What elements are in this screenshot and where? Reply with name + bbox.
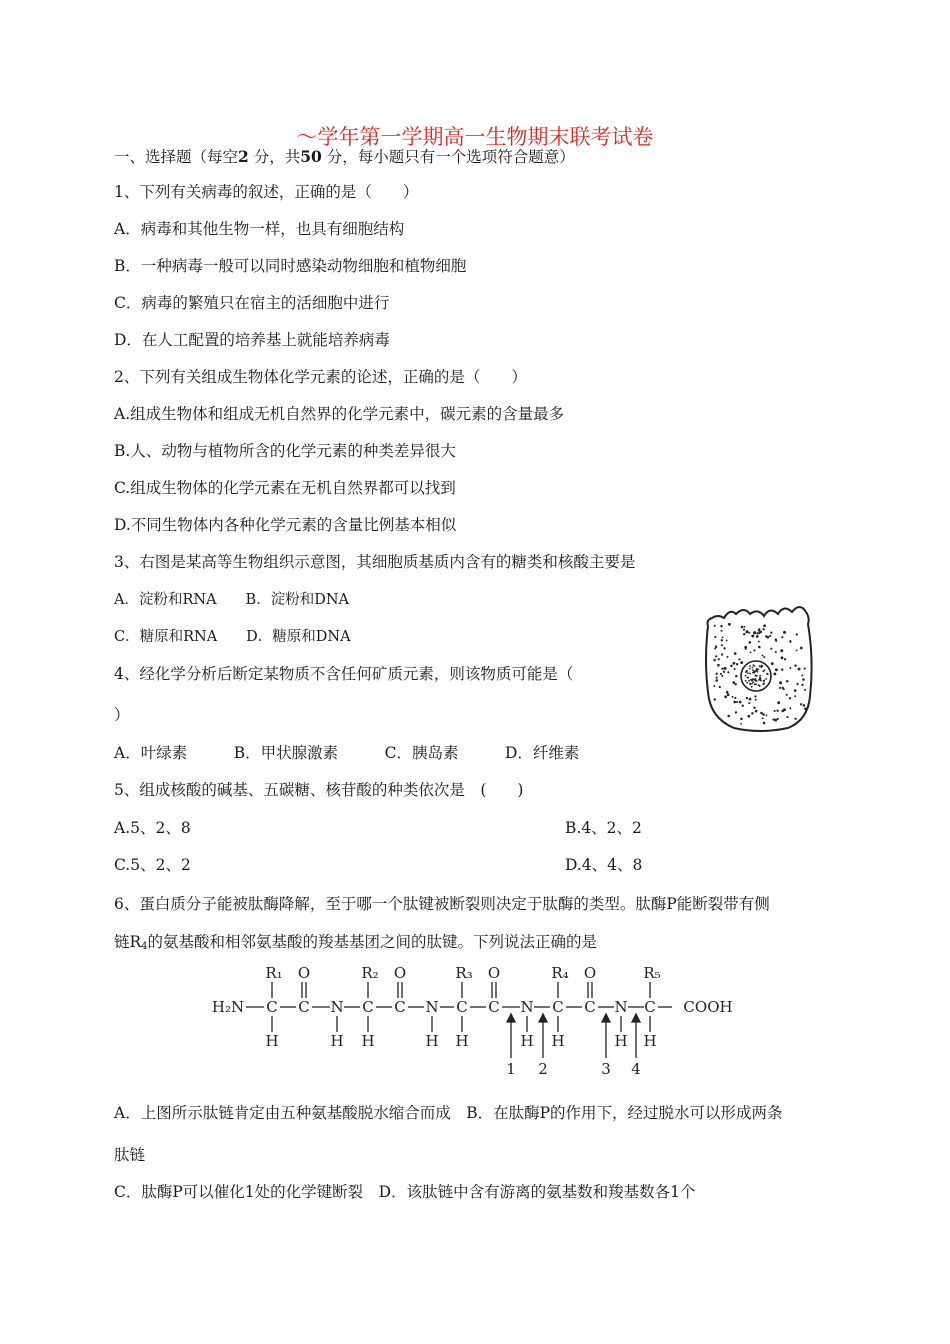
nitrogen-atom: N bbox=[614, 998, 628, 1016]
cytoplasm-dot bbox=[723, 671, 725, 673]
chromatin-dot bbox=[745, 680, 747, 682]
chromatin-dot bbox=[752, 667, 754, 669]
hydrogen-atom: H bbox=[614, 1032, 628, 1050]
cytoplasm-dot bbox=[750, 652, 752, 654]
cytoplasm-dot bbox=[779, 681, 782, 684]
chromatin-dot bbox=[759, 675, 761, 677]
cytoplasm-dot bbox=[794, 664, 796, 666]
cytoplasm-dot bbox=[758, 629, 760, 631]
chromatin-dot bbox=[759, 665, 761, 667]
chromatin-dot bbox=[762, 683, 764, 685]
cytoplasm-dot bbox=[745, 631, 747, 633]
cytoplasm-dot bbox=[758, 641, 760, 643]
r-subscript: 4 bbox=[141, 941, 148, 952]
chromatin-dot bbox=[765, 678, 767, 680]
cytoplasm-dot bbox=[789, 707, 791, 709]
cytoplasm-dot bbox=[742, 705, 744, 707]
carbon-atom: C bbox=[552, 998, 564, 1016]
oxygen-atom: O bbox=[487, 964, 501, 982]
cytoplasm-dot bbox=[727, 656, 729, 658]
question-6-options-ab: A．上图所示肽链肯定由五种氨基酸脱水缩合而成 B．在肽酶P的作用下，经过脱水可以形成两条 bbox=[114, 1104, 783, 1122]
hydrogen-atom: H bbox=[330, 1032, 344, 1050]
cytoplasm-dot bbox=[749, 698, 752, 701]
cytoplasm-dot bbox=[721, 668, 723, 670]
cytoplasm-dot bbox=[734, 697, 736, 699]
chromatin-dot bbox=[751, 686, 753, 688]
cytoplasm-dot bbox=[745, 648, 747, 650]
cytoplasm-dot bbox=[789, 667, 791, 669]
hydrogen-atom: H bbox=[361, 1032, 375, 1050]
section-heading-part: 一、选择题（每空 bbox=[114, 148, 239, 166]
cytoplasm-dot bbox=[803, 704, 806, 707]
cytoplasm-dot bbox=[735, 711, 737, 713]
question-2-stem: 2、下列有关组成生物体化学元素的论述，正确的是（ ） bbox=[114, 368, 527, 386]
section-heading-part: 分，每小题只有一个选项符合题意） bbox=[321, 148, 575, 166]
cytoplasm-dot bbox=[779, 687, 781, 689]
cytoplasm-dot bbox=[800, 647, 803, 650]
chromatin-dot bbox=[759, 679, 761, 681]
cytoplasm-dot bbox=[756, 632, 758, 634]
cytoplasm-dot bbox=[719, 686, 721, 688]
cytoplasm-dot bbox=[753, 707, 755, 709]
cytoplasm-dot bbox=[714, 625, 716, 627]
cytoplasm-dot bbox=[726, 640, 728, 642]
question-6-stem-line-1: 6、蛋白质分子能被肽酶降解，至于哪一个肽键被断裂则决定于肽酶的类型。肽酶P能断裂带有侧 bbox=[114, 895, 770, 913]
question-6-options-cd: C．肽酶P可以催化1处的化学键断裂 D．该肽链中含有游离的氨基数和羧基数各1个 bbox=[114, 1183, 696, 1201]
cytoplasm-dot bbox=[762, 655, 764, 657]
cytoplasm-dot bbox=[739, 701, 742, 704]
cytoplasm-dot bbox=[743, 629, 745, 631]
chromatin-dot bbox=[752, 681, 754, 683]
cytoplasm-dot bbox=[796, 683, 798, 685]
cytoplasm-dot bbox=[751, 635, 754, 638]
cytoplasm-dot bbox=[755, 710, 757, 712]
chromatin-dot bbox=[754, 679, 756, 681]
hydrogen-atom: H bbox=[265, 1032, 279, 1050]
r3-label: R₃ bbox=[455, 964, 473, 982]
cytoplasm-dot bbox=[724, 695, 727, 698]
hydrogen-atom: H bbox=[455, 1032, 469, 1050]
cytoplasm-dot bbox=[722, 636, 724, 638]
cytoplasm-dot bbox=[736, 663, 738, 665]
chromatin-dot bbox=[746, 670, 748, 672]
chromatin-dot bbox=[758, 684, 760, 686]
cytoplasm-dot bbox=[775, 651, 777, 653]
r5-label: R₅ bbox=[643, 964, 661, 982]
cytoplasm-dot bbox=[796, 649, 798, 651]
exam-title: ～学年第一学期高一生物期末联考试卷 bbox=[296, 125, 654, 149]
cytoplasm-dot bbox=[769, 635, 771, 637]
cytoplasm-dot bbox=[804, 668, 806, 670]
bond-number-3: 3 bbox=[601, 1060, 611, 1078]
cytoplasm-dot bbox=[794, 689, 797, 692]
question-1-option-c: C．病毒的繁殖只在宿主的活细胞中进行 bbox=[114, 294, 390, 312]
cytoplasm-dot bbox=[763, 624, 766, 627]
cytoplasm-dot bbox=[753, 649, 755, 651]
cytoplasm-dot bbox=[774, 710, 776, 712]
chromatin-dot bbox=[756, 668, 758, 670]
cytoplasm-dot bbox=[723, 647, 725, 649]
question-3-stem: 3、右图是某高等生物组织示意图，其细胞质基质内含有的糖类和核酸主要是 bbox=[114, 553, 636, 571]
question-1-option-b: B．一种病毒一般可以同时感染动物细胞和植物细胞 bbox=[114, 257, 467, 275]
question-5-option-d: D.4、4、8 bbox=[565, 856, 643, 874]
question-6-options-ab-continued: 肽链 bbox=[114, 1146, 146, 1164]
cytoplasm-dot bbox=[726, 691, 729, 694]
cytoplasm-dot bbox=[801, 684, 803, 686]
cytoplasm-dot bbox=[743, 626, 745, 628]
carbon-atom: C bbox=[362, 998, 374, 1016]
r2-label: R₂ bbox=[361, 964, 379, 982]
question-5-option-b: B.4、2、2 bbox=[565, 819, 642, 837]
bond-number-4: 4 bbox=[631, 1060, 641, 1078]
oxygen-atom: O bbox=[583, 964, 597, 982]
r4-label: R₄ bbox=[551, 964, 569, 982]
cytoplasm-dot bbox=[748, 632, 750, 634]
cytoplasm-dot bbox=[746, 697, 748, 699]
question-2-option-b: B.人、动物与植物所含的化学元素的种类差异很大 bbox=[114, 442, 456, 460]
cytoplasm-dot bbox=[786, 694, 788, 696]
section-heading bbox=[114, 146, 575, 168]
cytoplasm-dot bbox=[804, 707, 807, 710]
c-terminus: COOH bbox=[683, 998, 733, 1016]
bond-number-1: 1 bbox=[506, 1060, 516, 1078]
cytoplasm-dot bbox=[765, 635, 767, 637]
cytoplasm-dot bbox=[804, 689, 806, 691]
chromatin-dot bbox=[763, 681, 765, 683]
cytoplasm-dot bbox=[781, 710, 784, 713]
cytoplasm-dot bbox=[754, 695, 756, 697]
cytoplasm-dot bbox=[715, 655, 717, 657]
chromatin-dot bbox=[755, 670, 757, 672]
cytoplasm-dot bbox=[794, 695, 796, 697]
carbon-atom: C bbox=[488, 998, 500, 1016]
cytoplasm-dot bbox=[720, 625, 722, 627]
cytoplasm-dot bbox=[802, 678, 805, 681]
cytoplasm-dot bbox=[734, 652, 737, 655]
cytoplasm-dot bbox=[780, 649, 783, 652]
chromatin-dot bbox=[754, 672, 756, 674]
chromatin-dot bbox=[747, 672, 749, 674]
carbon-atom: C bbox=[644, 998, 656, 1016]
chromatin-dot bbox=[755, 683, 757, 685]
cytoplasm-dot bbox=[721, 675, 723, 677]
question-5-option-a: A.5、2、8 bbox=[114, 819, 191, 837]
chromatin-dot bbox=[751, 683, 753, 685]
nitrogen-atom: N bbox=[330, 998, 344, 1016]
cytoplasm-dot bbox=[738, 658, 740, 660]
question-4-options: A．叶绿素 B．甲状腺激素 C．胰岛素 D．纤维素 bbox=[114, 744, 580, 762]
carbon-atom: C bbox=[584, 998, 596, 1016]
cytoplasm-dot bbox=[770, 648, 772, 650]
cytoplasm-dot bbox=[740, 718, 743, 721]
cytoplasm-dot bbox=[734, 668, 736, 670]
cytoplasm-dot bbox=[717, 664, 720, 667]
cytoplasm-dot bbox=[798, 668, 801, 671]
question-2-option-c: C.组成生物体的化学元素在无机自然界都可以找到 bbox=[114, 479, 456, 497]
cytoplasm-dot bbox=[743, 633, 745, 635]
cytoplasm-dot bbox=[740, 661, 743, 664]
cytoplasm-dot bbox=[777, 718, 779, 720]
cytoplasm-dot bbox=[796, 633, 798, 635]
cytoplasm-dot bbox=[753, 631, 756, 634]
section-heading-part: 分，共 bbox=[248, 148, 301, 166]
cytoplasm-dot bbox=[789, 641, 791, 643]
cell-tissue-illustration bbox=[700, 600, 830, 740]
chromatin-dot bbox=[748, 680, 750, 682]
question-1-option-a: A．病毒和其他生物一样，也具有细胞结构 bbox=[114, 220, 405, 238]
cytoplasm-dot bbox=[727, 693, 730, 696]
cytoplasm-dot bbox=[776, 710, 778, 712]
cytoplasm-dot bbox=[735, 675, 737, 677]
nitrogen-atom: N bbox=[425, 998, 439, 1016]
cytoplasm-dot bbox=[777, 701, 780, 704]
cytoplasm-dot bbox=[724, 667, 727, 670]
carbon-atom: C bbox=[298, 998, 310, 1016]
cytoplasm-dot bbox=[733, 701, 736, 704]
cytoplasm-dot bbox=[772, 718, 774, 720]
cytoplasm-dot bbox=[714, 698, 716, 700]
chromatin-dot bbox=[749, 668, 751, 670]
cytoplasm-dot bbox=[713, 659, 716, 662]
bond-number-2: 2 bbox=[538, 1060, 548, 1078]
cytoplasm-dot bbox=[781, 656, 784, 659]
cytoplasm-dot bbox=[718, 658, 720, 660]
cytoplasm-dot bbox=[763, 656, 765, 658]
chromatin-dot bbox=[749, 673, 751, 675]
question-5-stem: 5、组成核酸的碱基、五碳糖、核苷酸的种类依次是 ( ) bbox=[114, 781, 524, 799]
cytoplasm-dot bbox=[766, 714, 768, 716]
question-5-option-c: C.5、2、2 bbox=[114, 856, 191, 874]
cytoplasm-dot bbox=[721, 653, 723, 655]
cytoplasm-dot bbox=[715, 645, 717, 647]
hydrogen-atom: H bbox=[551, 1032, 565, 1050]
nitrogen-atom: N bbox=[520, 998, 534, 1016]
cytoplasm-dot bbox=[721, 644, 723, 646]
cytoplasm-dot bbox=[714, 636, 716, 638]
cytoplasm-dot bbox=[741, 626, 744, 629]
cytoplasm-dot bbox=[749, 641, 752, 644]
chromatin-dot bbox=[749, 665, 751, 667]
cytoplasm-dot bbox=[762, 717, 764, 719]
cytoplasm-dot bbox=[773, 672, 776, 675]
chromatin-dot bbox=[755, 675, 757, 677]
carbon-atom: C bbox=[394, 998, 406, 1016]
cytoplasm-dot bbox=[781, 668, 783, 670]
cytoplasm-dot bbox=[715, 679, 718, 682]
hydrogen-atom: H bbox=[643, 1032, 657, 1050]
cytoplasm-dot bbox=[781, 636, 783, 638]
stem-text: 链R bbox=[114, 933, 142, 951]
cytoplasm-dot bbox=[747, 715, 750, 718]
cytoplasm-dot bbox=[716, 677, 718, 679]
cytoplasm-dot bbox=[734, 662, 736, 664]
cytoplasm-dot bbox=[732, 696, 734, 698]
chromatin-dot bbox=[745, 675, 747, 677]
cytoplasm-dot bbox=[721, 630, 723, 632]
question-4-stem-continued: ） bbox=[114, 706, 130, 724]
cytoplasm-dot bbox=[727, 671, 729, 673]
cytoplasm-dot bbox=[740, 723, 742, 725]
question-1-stem: 1、下列有关病毒的叙述，正确的是（ ） bbox=[114, 183, 419, 201]
cytoplasm-dot bbox=[751, 712, 753, 714]
cytoplasm-dot bbox=[716, 673, 718, 675]
cytoplasm-dot bbox=[783, 631, 786, 634]
chromatin-dot bbox=[757, 671, 759, 673]
cytoplasm-dot bbox=[763, 628, 765, 630]
hydrogen-atom: H bbox=[520, 1032, 534, 1050]
cytoplasm-dot bbox=[735, 683, 737, 685]
oxygen-atom: O bbox=[393, 964, 407, 982]
chromatin-dot bbox=[749, 683, 751, 685]
cytoplasm-dot bbox=[801, 674, 803, 676]
cytoplasm-dot bbox=[775, 640, 777, 642]
cytoplasm-dot bbox=[720, 673, 722, 675]
section-points-per-item: 2 bbox=[238, 147, 249, 166]
cytoplasm-dot bbox=[730, 665, 732, 667]
chromatin-dot bbox=[747, 677, 749, 679]
question-6-stem-line-2 bbox=[114, 931, 597, 958]
cytoplasm-dot bbox=[736, 701, 738, 703]
cytoplasm-dot bbox=[789, 697, 791, 699]
cytoplasm-dot bbox=[748, 702, 750, 704]
n-terminus: H₂N bbox=[211, 998, 245, 1016]
question-4-stem: 4、经化学分析后断定某物质不含任何矿质元素，则该物质可能是（ bbox=[114, 665, 574, 683]
hydrogen-atom: H bbox=[425, 1032, 439, 1050]
cytoplasm-dot bbox=[728, 623, 731, 626]
cytoplasm-dot bbox=[775, 668, 778, 671]
cytoplasm-dot bbox=[733, 681, 736, 684]
carbon-atom: C bbox=[266, 998, 278, 1016]
chromatin-dot bbox=[767, 673, 769, 675]
cytoplasm-dot bbox=[794, 718, 796, 720]
section-total-points: 50 bbox=[300, 147, 322, 166]
question-1-option-d: D．在人工配置的培养基上就能培养病毒 bbox=[114, 331, 390, 349]
cytoplasm-dot bbox=[763, 722, 766, 725]
question-2-option-a: A.组成生物体和组成无机自然界的化学元素中，碳元素的含量最多 bbox=[114, 405, 565, 423]
question-3-options-row-1: A．淀粉和RNA B．淀粉和DNA bbox=[114, 592, 349, 608]
oxygen-atom: O bbox=[297, 964, 311, 982]
question-2-option-d: D.不同生物体内各种化学元素的含量比例基本相似 bbox=[114, 516, 457, 534]
carbon-atom: C bbox=[456, 998, 468, 1016]
cytoplasm-dot bbox=[774, 719, 777, 722]
chromatin-dot bbox=[754, 665, 756, 667]
cytoplasm-dot bbox=[762, 713, 764, 715]
cytoplasm-dot bbox=[727, 715, 730, 718]
cytoplasm-dot bbox=[784, 658, 786, 660]
question-3-options-row-2: C．糖原和RNA D．糖原和DNA bbox=[114, 629, 351, 645]
cytoplasm-dot bbox=[800, 703, 802, 705]
chromatin-dot bbox=[761, 665, 763, 667]
cytoplasm-dot bbox=[770, 631, 772, 633]
cytoplasm-dot bbox=[713, 685, 715, 687]
cytoplasm-dot bbox=[786, 716, 788, 718]
cytoplasm-dot bbox=[782, 687, 784, 689]
cytoplasm-dot bbox=[760, 712, 763, 715]
cytoplasm-dot bbox=[755, 699, 757, 701]
chromatin-dot bbox=[750, 679, 752, 681]
stem-text: 的氨基酸和相邻氨基酸的羧基基团之间的肽键。下列说法正确的是 bbox=[147, 933, 598, 951]
cytoplasm-dot bbox=[758, 646, 761, 649]
cytoplasm-dot bbox=[756, 635, 759, 638]
cytoplasm-dot bbox=[786, 680, 789, 683]
cytoplasm-dot bbox=[771, 662, 774, 665]
cytoplasm-dot bbox=[721, 639, 723, 641]
peptide-chain-diagram bbox=[200, 960, 760, 1080]
chromatin-dot bbox=[764, 669, 766, 671]
chromatin-dot bbox=[746, 682, 748, 684]
r1-label: R₁ bbox=[265, 964, 283, 982]
